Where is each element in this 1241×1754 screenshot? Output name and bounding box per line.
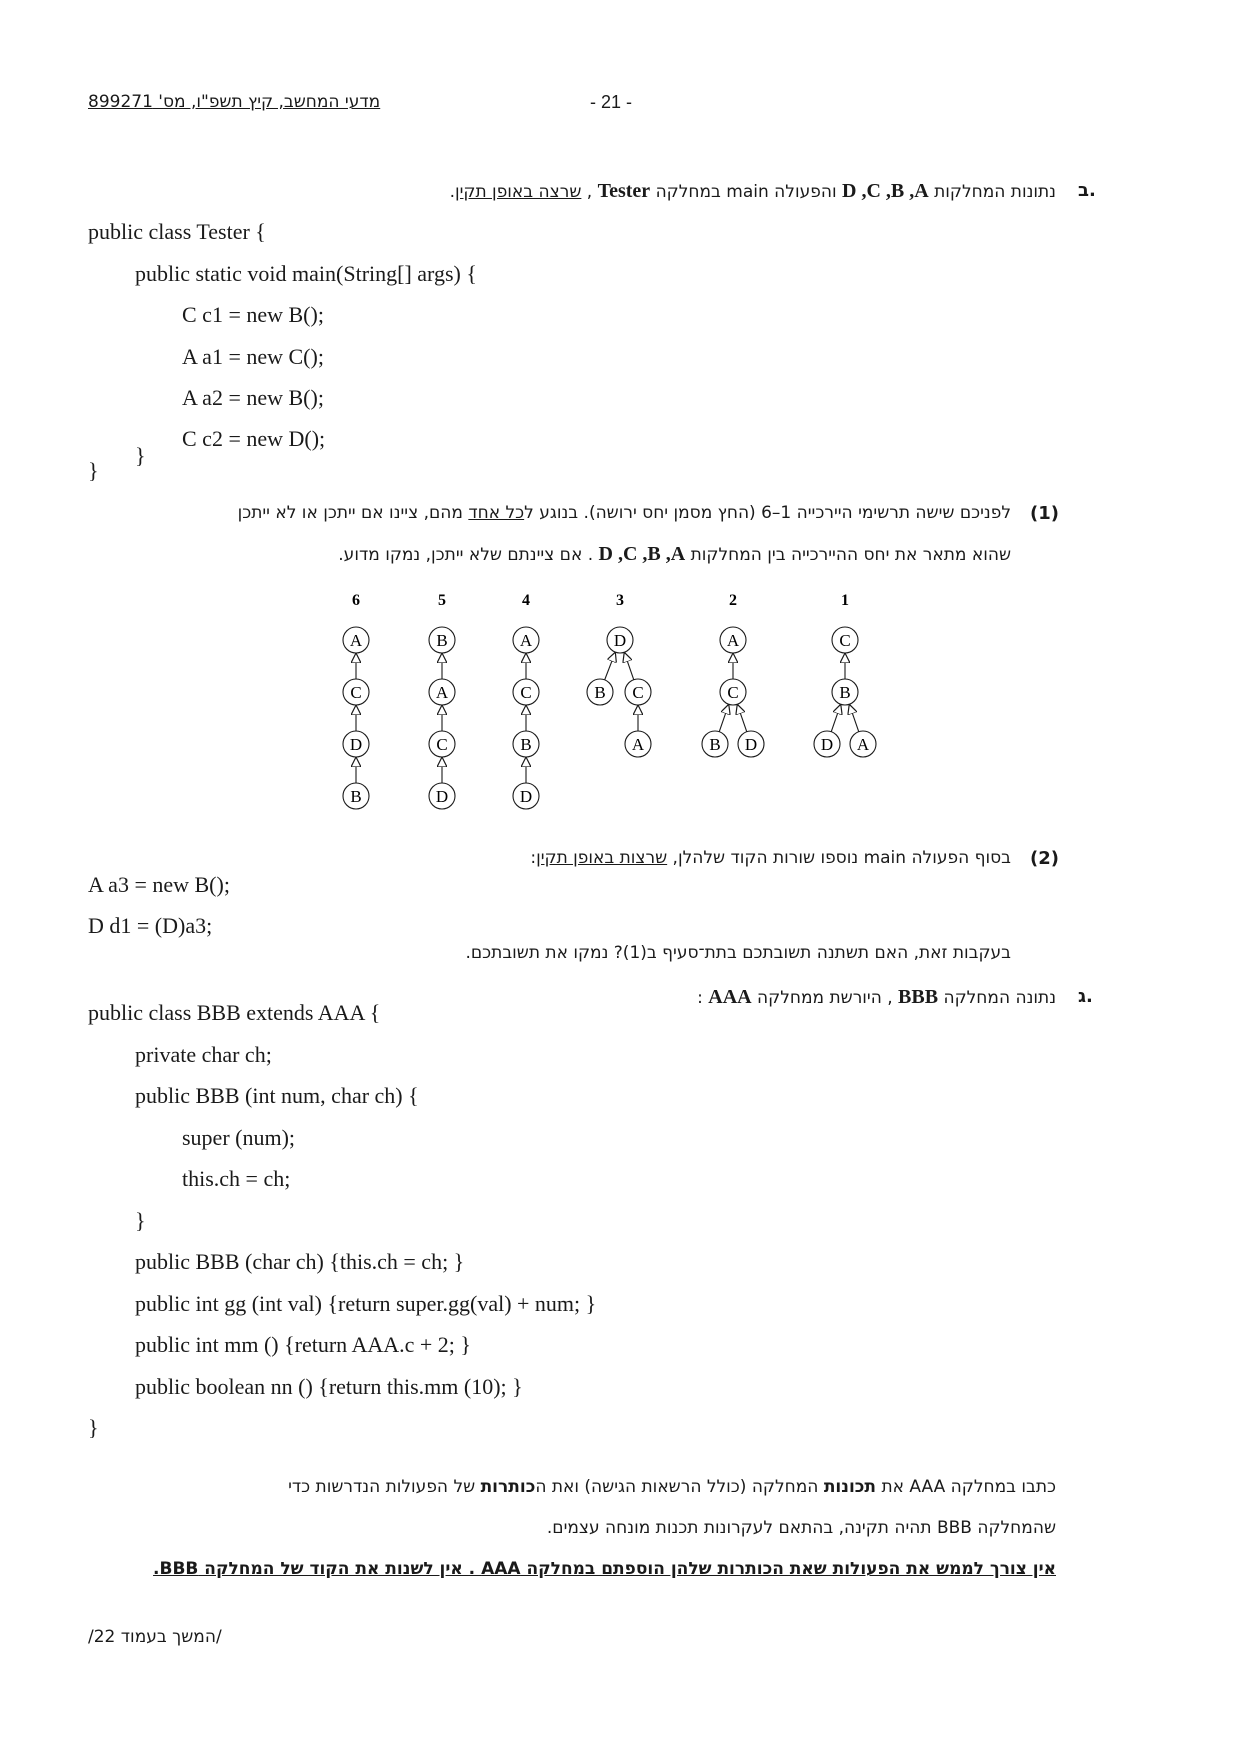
- class-node-label: C: [436, 735, 448, 754]
- class-node-label: D: [519, 787, 533, 806]
- code-line: A a2 = new B();: [182, 385, 324, 410]
- g-intro-colon: :: [697, 988, 709, 1008]
- code-line: public BBB (char ch) {this.ch = ch; }: [135, 1249, 465, 1274]
- inheritance-arrow: [719, 705, 728, 731]
- task-bold-properties: תכונות: [823, 1477, 877, 1497]
- code-line: }: [135, 443, 146, 468]
- tester-class: Tester: [597, 180, 651, 202]
- class-node-label: A: [726, 631, 740, 650]
- section-b-label: ב.: [1078, 180, 1096, 201]
- inheritance-arrow: [605, 653, 615, 680]
- code-line: public class Tester {: [88, 219, 266, 244]
- intro-underlined: שרצה באופן תקין: [454, 182, 582, 202]
- code-line: private char ch;: [135, 1042, 272, 1067]
- code-line: }: [88, 1415, 99, 1440]
- intro-text-2: והפעולה main במחלקה: [650, 182, 842, 202]
- q2-line: [530, 848, 1011, 868]
- code-line: public class BBB extends AAA {: [88, 1000, 381, 1025]
- q1-label: (1): [1030, 503, 1059, 524]
- g-intro-text-2: , היורשת ממחלקה: [751, 988, 899, 1008]
- task-text-3: של הפעולות הנדרשות כדי: [288, 1477, 481, 1497]
- task-bold-headers: כותרות: [480, 1477, 536, 1497]
- class-node-label: C: [839, 631, 851, 650]
- class-node-label: B: [436, 631, 448, 650]
- task-note: אין צורך לממש את הפעולות שאת הכותרות שלהן הוספתם במחלקה AAA . אין לשנות את הקוד של המחלקה BBB.: [153, 1559, 1056, 1579]
- hierarchy-diagrams: [0, 590, 1241, 830]
- class-node-label: C: [350, 683, 362, 702]
- inheritance-arrow: [625, 653, 634, 679]
- q1-text-2: מהם, ציינו אם ייתכן או לא ייתכן: [237, 503, 469, 523]
- code-line: public int mm () {return AAA.c + 2; }: [135, 1332, 471, 1357]
- q1-text-4: . אם ציינתם שלא ייתכן, נמקו מדוע.: [338, 545, 599, 565]
- q2-text: בסוף הפעולה main נוספו שורות הקוד שלהלן,: [667, 848, 1011, 868]
- class-node-label: D: [613, 631, 627, 650]
- class-node-label: D: [820, 735, 834, 754]
- code-line: }: [88, 458, 99, 483]
- class-node-label: B: [709, 735, 721, 754]
- q2-followup: בעקבות זאת, האם תשתנה תשובתכם בתת־סעיף ב(1)? נמקו את תשובתכם.: [465, 943, 1011, 963]
- task-text: כתבו במחלקה AAA את: [876, 1477, 1056, 1497]
- tree-number-label: 3: [616, 592, 624, 609]
- aaa-class: AAA: [708, 986, 752, 1008]
- inheritance-arrow: [738, 705, 747, 731]
- intro-text: נתונות המחלקות: [928, 182, 1056, 202]
- code-line: super (num);: [182, 1125, 296, 1150]
- class-node-label: D: [435, 787, 449, 806]
- q2-colon: :: [530, 848, 537, 868]
- tree-number-label: 6: [352, 592, 360, 609]
- code-line: }: [135, 1208, 146, 1233]
- bbb-class: BBB: [898, 986, 939, 1008]
- header-page-number: - 21 -: [590, 92, 633, 112]
- class-node-label: D: [744, 735, 758, 754]
- intro-period: .: [449, 182, 455, 202]
- class-node-label: A: [519, 631, 533, 650]
- code-line: D d1 = (D)a3;: [88, 913, 213, 938]
- class-node-label: A: [349, 631, 363, 650]
- header-exam-info: מדעי המחשב, קיץ תשפ"ו, מס' 899271: [88, 92, 381, 112]
- g-intro-text: נתונה המחלקה: [938, 988, 1056, 1008]
- q1-underlined: כל אחד: [468, 503, 525, 523]
- code-line: public static void main(String[] args) {: [135, 261, 477, 286]
- q1-line1: [238, 503, 1011, 523]
- class-names: D ,C ,B ,A: [842, 180, 929, 202]
- class-node-label: B: [520, 735, 532, 754]
- q2-label: (2): [1030, 848, 1059, 869]
- task-line2: שהמחלקה BBB תהיה תקינה, בהתאם לעקרונות תכנות מונחה עצמים.: [546, 1518, 1056, 1538]
- intro-text-3: ,: [581, 182, 598, 202]
- code-line: public BBB (int num, char ch) {: [135, 1083, 419, 1108]
- class-node-label: C: [632, 683, 644, 702]
- tree-number-label: 2: [729, 592, 737, 609]
- code-line: public boolean nn () {return this.mm (10); }: [135, 1374, 523, 1399]
- code-line: this.ch = ch;: [182, 1166, 291, 1191]
- section-g-label: ג.: [1078, 986, 1093, 1007]
- section-g-intro: [697, 986, 1056, 1009]
- tree-number-label: 1: [841, 592, 849, 609]
- q1-class-names: D ,C ,B ,A: [598, 543, 686, 565]
- code-line: C c2 = new D();: [182, 426, 326, 451]
- code-line: A a1 = new C();: [182, 344, 324, 369]
- q2-underlined: שרצות באופן תקין: [536, 848, 668, 868]
- code-line: C c1 = new B();: [182, 302, 324, 327]
- class-node-label: A: [631, 735, 645, 754]
- class-node-label: B: [594, 683, 606, 702]
- class-node-label: B: [839, 683, 851, 702]
- tree-number-label: 4: [522, 592, 530, 609]
- class-node-label: A: [435, 683, 449, 702]
- tree-number-label: 5: [438, 592, 446, 609]
- code-line: A a3 = new B();: [88, 872, 230, 897]
- inheritance-arrow: [850, 705, 859, 731]
- class-node-label: B: [350, 787, 362, 806]
- task-line1: [288, 1477, 1056, 1497]
- class-node-label: D: [349, 735, 363, 754]
- inheritance-arrow: [831, 705, 840, 731]
- footer-continued: /המשך בעמוד 22/: [88, 1627, 222, 1647]
- q1-line2: [338, 543, 1011, 566]
- class-node-label: C: [727, 683, 739, 702]
- q1-text-3: שהוא מתאר את יחס ההיירכייה בין המחלקות: [685, 545, 1011, 565]
- q1-text: לפניכם שישה תרשימי היירכייה 1–6 (החץ מסמן יחס ירושה). בנוגע ל: [524, 503, 1011, 523]
- code-line: public int gg (int val) {return super.gg(val) + num; }: [135, 1291, 597, 1316]
- task-text-2: המחלקה (כולל הרשאות הגישה) ואת ה: [535, 1477, 824, 1497]
- class-node-label: C: [520, 683, 532, 702]
- class-node-label: A: [856, 735, 870, 754]
- section-b-intro: [450, 180, 1056, 203]
